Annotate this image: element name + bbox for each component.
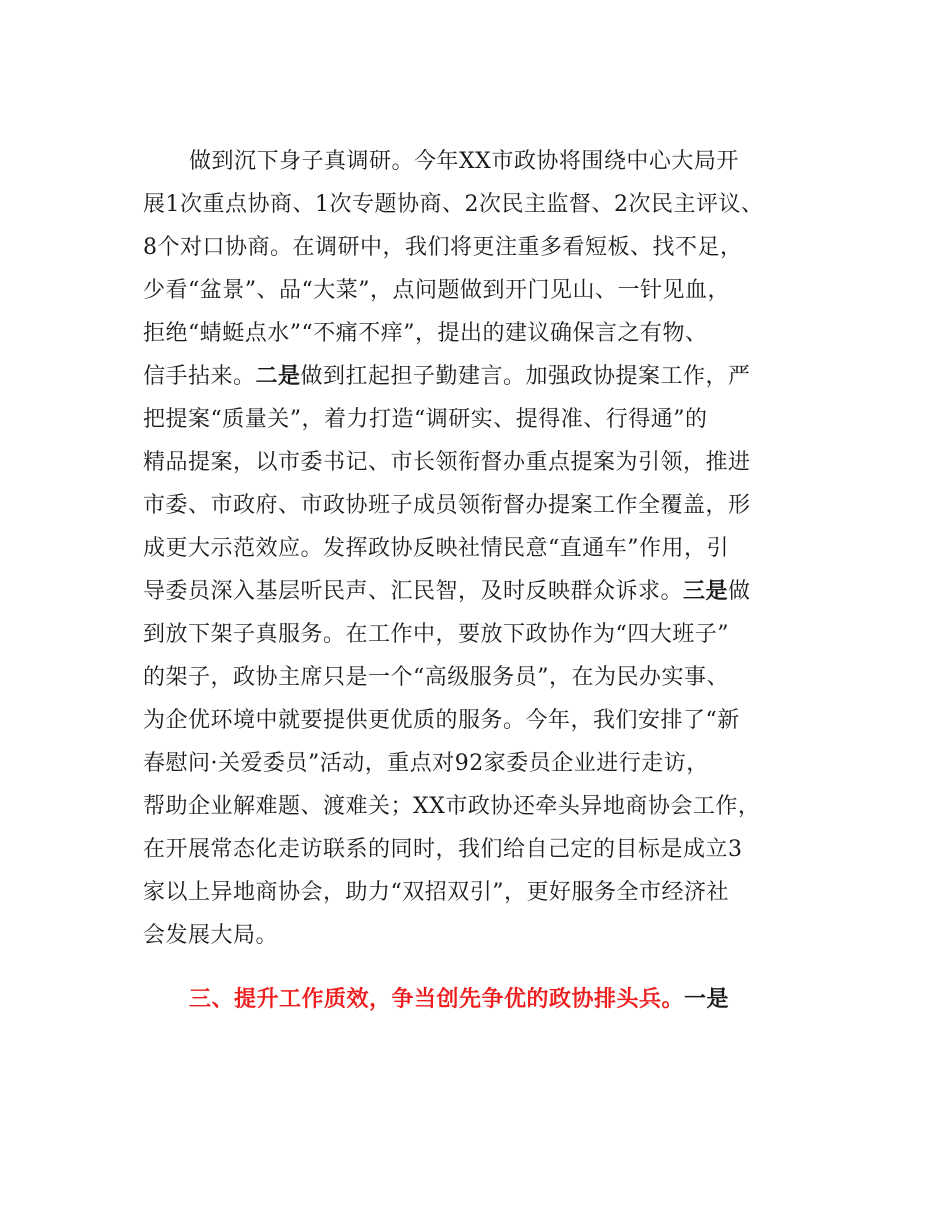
paragraph-line (143, 742, 823, 785)
line-text: 家以上异地商协会，助力“双招双引”，更好服务全市经济社 (143, 880, 729, 905)
paragraph-line (143, 871, 823, 914)
line-text: 精品提案，以市委书记、市长领衔督办重点提案为引领，推进 (143, 450, 751, 475)
line-text: 的架子，政协主席只是一个“高级服务员”，在为民办实事、 (143, 665, 729, 690)
line-text: 把提案“质量关”，着力打造“调研实、提得准、行得通”的 (143, 407, 708, 432)
paragraph-line (143, 699, 823, 742)
line-text: 春慰问·关爱委员”活动，重点对92家委员企业进行走访， (143, 751, 709, 776)
paragraph-line (143, 527, 823, 570)
section-heading (189, 978, 729, 1021)
line-text: 为企优环境中就要提供更优质的服务。今年，我们安排了“新 (143, 708, 740, 733)
paragraph-line (143, 355, 823, 398)
line-text: 导委员深入基层听民声、汇民智，及时反映群众诉求。 (143, 579, 684, 604)
section-heading-tail: 一是 (684, 986, 730, 1012)
section-heading-title: 三、提升工作质效，争当创先争优的政协排头兵。 (189, 986, 685, 1012)
paragraph-line (143, 226, 823, 269)
paragraph-line (143, 484, 823, 527)
line-text: 少看“盆景”、品“大菜”，点问题做到开门见山、一针见血， (143, 278, 730, 303)
paragraph-line (143, 398, 823, 441)
line-text: 拒绝“蜻蜓点水”“不痛不痒”，提出的建议确保言之有物、 (143, 321, 708, 346)
bold-marker: 三是 (683, 578, 729, 604)
bold-marker: 二是 (255, 363, 301, 389)
line-text: 市委、市政府、市政协班子成员领衔督办提案工作全覆盖，形 (143, 493, 751, 518)
line-text: 做到扛起担子勤建言。加强政协提案工作，严 (300, 364, 751, 389)
body-paragraph (143, 140, 823, 957)
paragraph-line (143, 570, 823, 613)
paragraph-line (143, 312, 823, 355)
paragraph-line (143, 140, 823, 183)
line-text: 到放下架子真服务。在工作中，要放下政协作为“四大班子” (143, 622, 729, 647)
paragraph-line (143, 269, 823, 312)
line-text: 帮助企业解难题、渡难关；XX市政协还牵头异地商协会工作， (143, 794, 761, 819)
paragraph-line (143, 613, 823, 656)
line-text: 做到沉下身子真调研。今年XX市政协将围绕中心大局开 (189, 149, 739, 174)
paragraph-line (143, 914, 823, 957)
paragraph-line (143, 441, 823, 484)
line-text: 在开展常态化走访联系的同时，我们给自己定的目标是成立3 (143, 837, 743, 862)
line-text: 信手拈来。 (143, 364, 256, 389)
line-text: 8个对口协商。在调研中，我们将更注重多看短板、找不足， (143, 235, 743, 260)
line-text: 展1次重点协商、1次专题协商、2次民主监督、2次民主评议、 (143, 192, 764, 217)
paragraph-line (143, 183, 823, 226)
line-text: 会发展大局。 (143, 923, 279, 948)
line-text: 做 (728, 579, 751, 604)
paragraph-line (143, 785, 823, 828)
paragraph-line (143, 656, 823, 699)
paragraph-line (143, 828, 823, 871)
line-text: 成更大示范效应。发挥政协反映社情民意“直通车”作用，引 (143, 536, 729, 561)
